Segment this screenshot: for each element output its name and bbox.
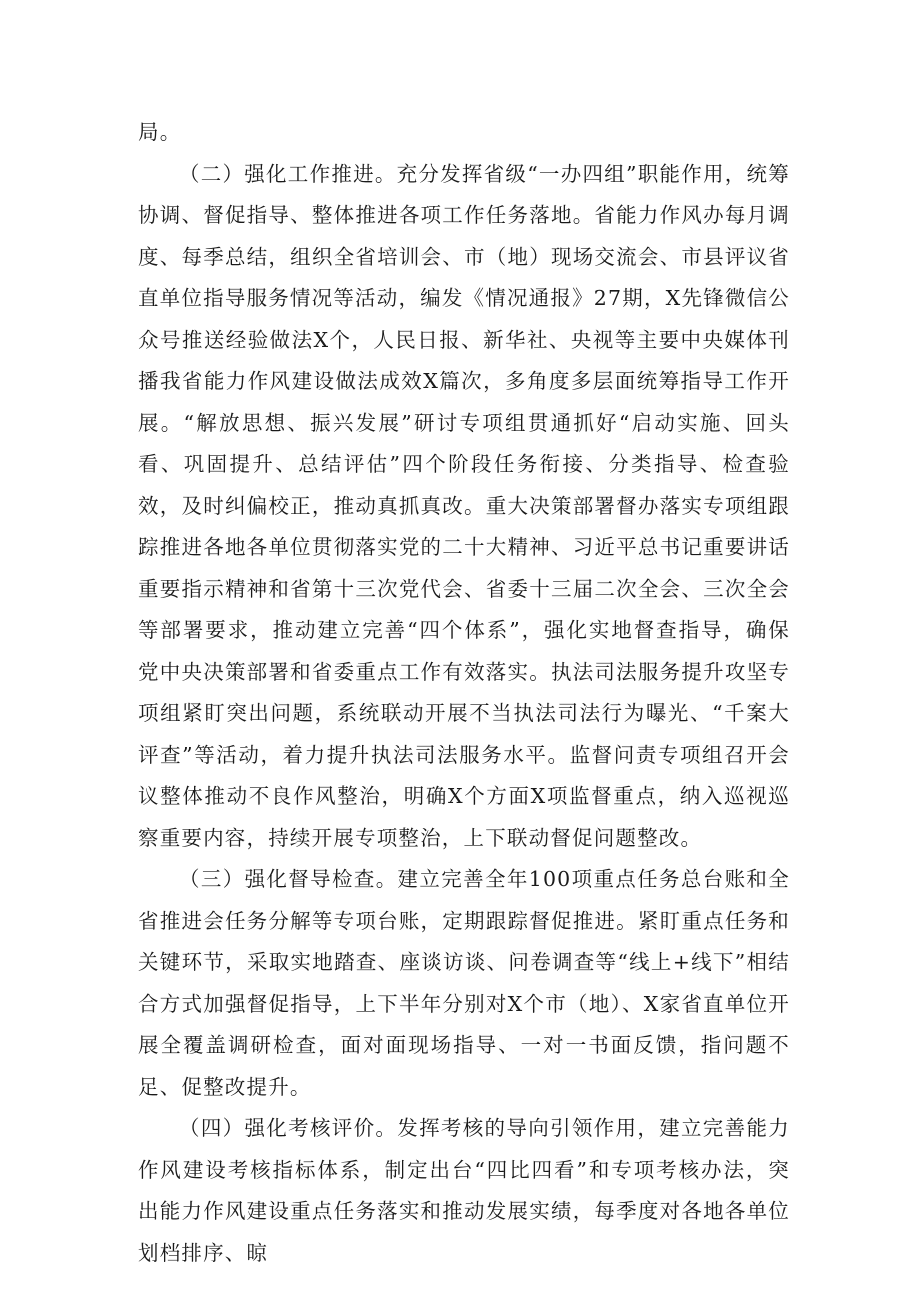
paragraph-assessment-evaluation: （四）强化考核评价。发挥考核的导向引领作用，建立完善能力作风建设考核指标体系，制定出台“四比四看”和专项考核办法，突出能力作风建设重点任务落实和推动发展实绩，每季度对各地各单位划档排序、晾 <box>138 1116 790 1265</box>
paragraph-work-promotion: （二）强化工作推进。充分发挥省级“一办四组”职能作用，统筹协调、督促指导、整体推进各项工作任务落地。省能力作风办每月调度、每季总结，组织全省培训会、市（地）现场交流会、市县评议省直单位指导服务情况等活动，编发《情况通报》27期，X先锋微信公众号推送经验做法X个，人民日报、新华社、央视等主要中央媒体刊播我省能力作风建设做法成效X篇次，多角度多层面统筹指导工作开展。“解放思想、振兴发展”研讨专项组贯通抓好“启动实施、回头看、巩固提升、总结评估”四个阶段任务衔接、分类指导、检查验效，及时纠偏校正，推动真抓真改。重大决策部署督办落实专项组跟踪推进各地各单位贯彻落实党的二十大精神、习近平总书记重要讲话重要指示精神和省第十三次党代会、省委十三届二次全会、三次全会等部署要求，推动建立完善“四个体系”，强化实地督查指导，确保党中央决策部署和省委重点工作有效落实。执法司法服务提升攻坚专项组紧盯突出问题，系统联动开展不当执法司法行为曝光、“千案大评查”等活动，着力提升执法司法服务水平。监督问责专项组召开会议整体推动不良作风整治，明确X个方面X项监督重点，纳入巡视巡察重要内容，持续开展专项整治，上下联动督促问题整改。 <box>138 161 790 850</box>
paragraph-supervision-inspection: （三）强化督导检查。建立完善全年100项重点任务总台账和全省推进会任务分解等专项台账，定期跟踪督促推进。紧盯重点任务和关键环节，采取实地踏查、座谈访谈、问卷调查等“线上+线下”相结合方式加强督促指导，上下半年分别对X个市（地）、X家省直单位开展全覆盖调研检查，面对面现场指导、一对一书面反馈，指问题不足、促整改提升。 <box>138 867 790 1099</box>
document-body <box>138 112 790 1274</box>
paragraph-continuation: 局。 <box>138 120 182 144</box>
